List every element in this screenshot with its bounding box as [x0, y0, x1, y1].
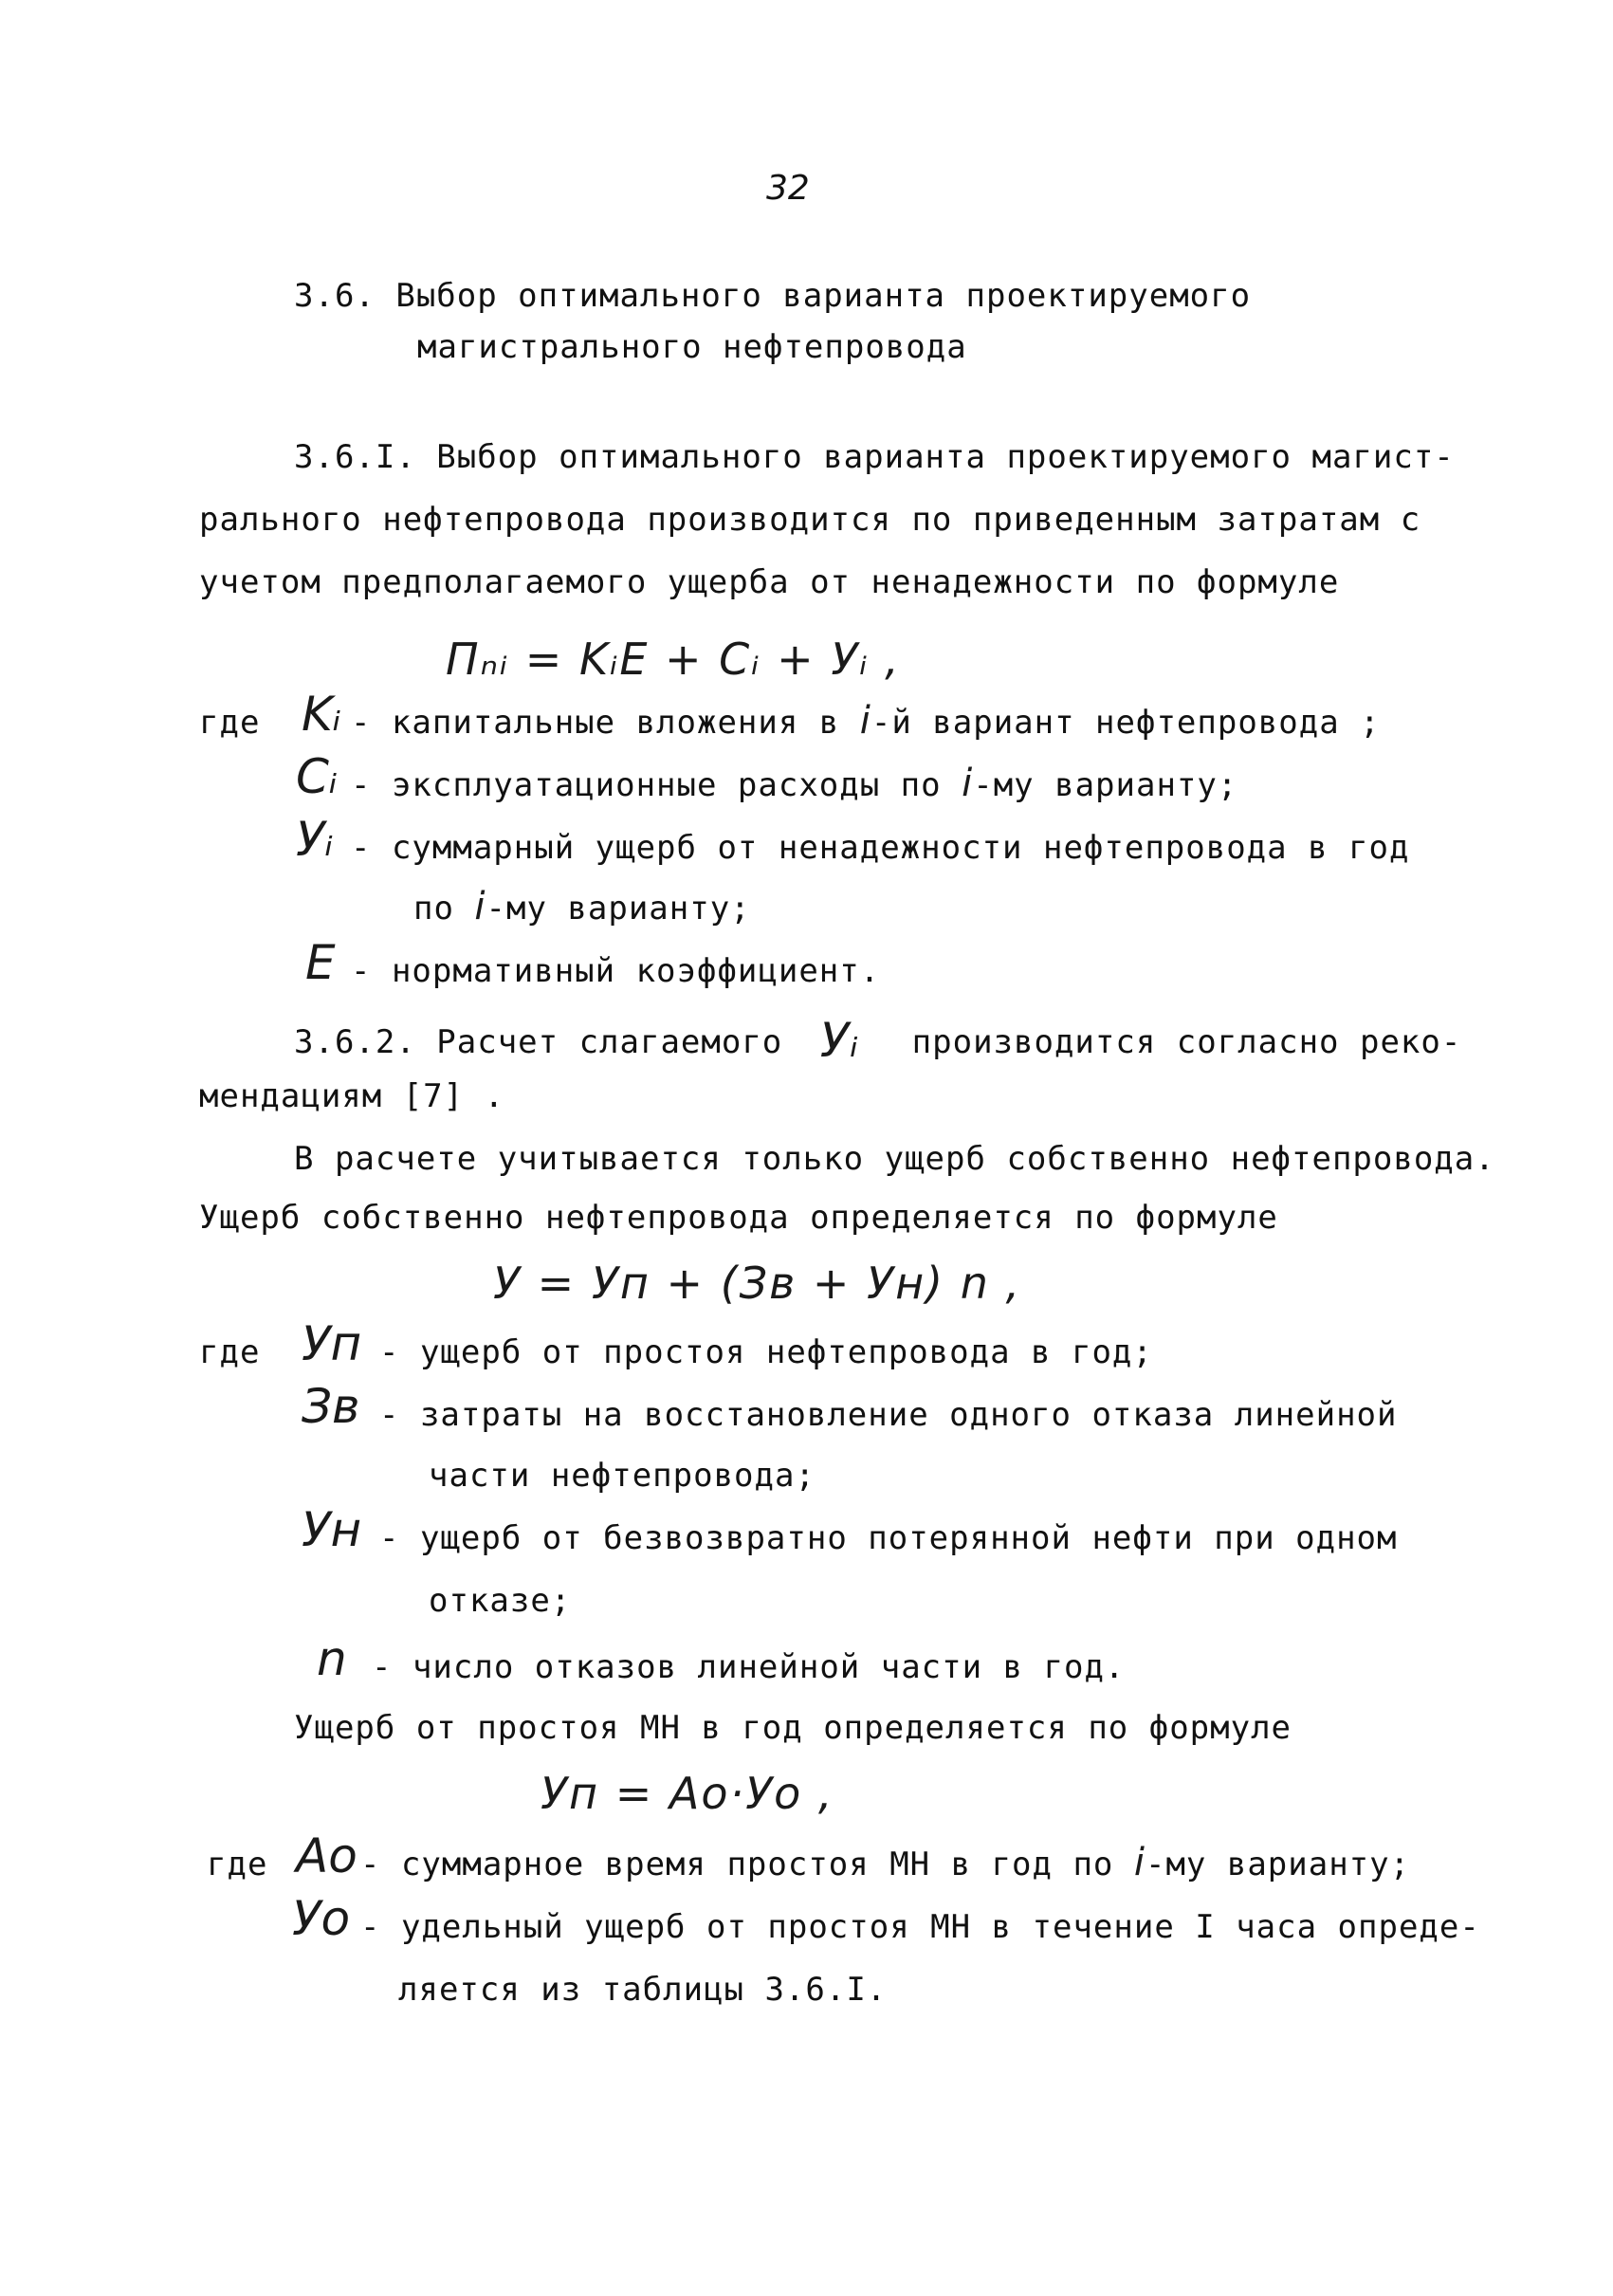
- section-heading-line-1: 3.6. Выбор оптимального варианта проектируемого: [294, 277, 1252, 315]
- formula-downtime-damage: Уп = Aо·Уо ,: [541, 1768, 834, 1819]
- symbol-y-o: Уо: [292, 1891, 351, 1946]
- symbol-y-i: Уᵢ: [296, 812, 334, 867]
- definition-n: - число отказов линейной части в год.: [372, 1648, 1126, 1686]
- paragraph-361-line-2: рального нефтепровода производится по приведенным затратам с: [199, 501, 1421, 539]
- definition-y-o-continued: ляется из таблицы 3.6.I.: [398, 1971, 888, 2009]
- definition-y-i-continued: по i-му варианту;: [413, 885, 751, 928]
- definition-e: - нормативный коэффициент.: [351, 952, 881, 990]
- paragraph-361-line-3: учетом предполагаемого ущерба от ненадежности по формуле: [199, 563, 1340, 601]
- paragraph-calc-line-1: В расчете учитывается только ущерб собственно нефтепровода.: [294, 1140, 1495, 1178]
- definition-y-n: - ущерб от безвозвратно потерянной нефти при одном: [379, 1519, 1398, 1557]
- symbol-k-i: Kᵢ: [302, 687, 341, 742]
- symbol-a-o: Aо: [296, 1828, 357, 1883]
- definition-y-p: - ущерб от простоя нефтепровода в год;: [379, 1333, 1153, 1371]
- paragraph-362-line-1: 3.6.2. Расчет слагаемого Уᵢ производится согласно реко-: [294, 1013, 1462, 1068]
- where-label-2: где: [199, 1333, 261, 1371]
- definition-z-v-continued: части нефтепровода;: [429, 1457, 816, 1495]
- section-heading-line-2: магистрального нефтепровода: [417, 328, 967, 366]
- definition-y-n-continued: отказе;: [429, 1582, 572, 1620]
- definition-y-o: - удельный ущерб от простоя МН в течение I часа опреде-: [360, 1908, 1480, 1946]
- definition-a-o: - суммарное время простоя МН в год по i-му варианту;: [360, 1841, 1411, 1884]
- symbol-y-n: Ун: [302, 1502, 362, 1557]
- formula-reduced-costs: Пₙᵢ = KᵢE + Cᵢ + Уᵢ ,: [446, 634, 901, 685]
- paragraph-calc-line-2: Ущерб собственно нефтепровода определяется по формуле: [199, 1199, 1278, 1237]
- definition-y-i: - суммарный ущерб от ненадежности нефтепровода в год: [351, 829, 1410, 867]
- definition-z-v: - затраты на восстановление одного отказа линейной: [379, 1396, 1398, 1434]
- paragraph-361-line-1: 3.6.I. Выбор оптимального варианта проектируемого магист-: [294, 438, 1455, 476]
- definition-c-i: - эксплуатационные расходы по i-му варианту;: [351, 762, 1238, 805]
- paragraph-362-line-2: мендациям [7] .: [199, 1077, 505, 1115]
- paragraph-downtime-line-1: Ущерб от простоя МН в год определяется по формуле: [294, 1709, 1292, 1747]
- where-label-3: где: [207, 1846, 268, 1883]
- symbol-e: E: [305, 935, 336, 990]
- symbol-z-v: Зв: [302, 1379, 360, 1434]
- symbol-y-p: Уп: [302, 1316, 362, 1371]
- symbol-n: n: [317, 1631, 347, 1686]
- page-number: 32: [766, 169, 810, 208]
- symbol-y-i-inline: Уᵢ: [819, 1013, 860, 1068]
- where-label-1: где: [199, 704, 261, 742]
- symbol-c-i: Cᵢ: [296, 749, 338, 804]
- definition-k-i: - капитальные вложения в i-й вариант нефтепровода ;: [351, 699, 1381, 743]
- formula-pipeline-damage: У = Уп + (Зв + Ун) n ,: [493, 1258, 1022, 1309]
